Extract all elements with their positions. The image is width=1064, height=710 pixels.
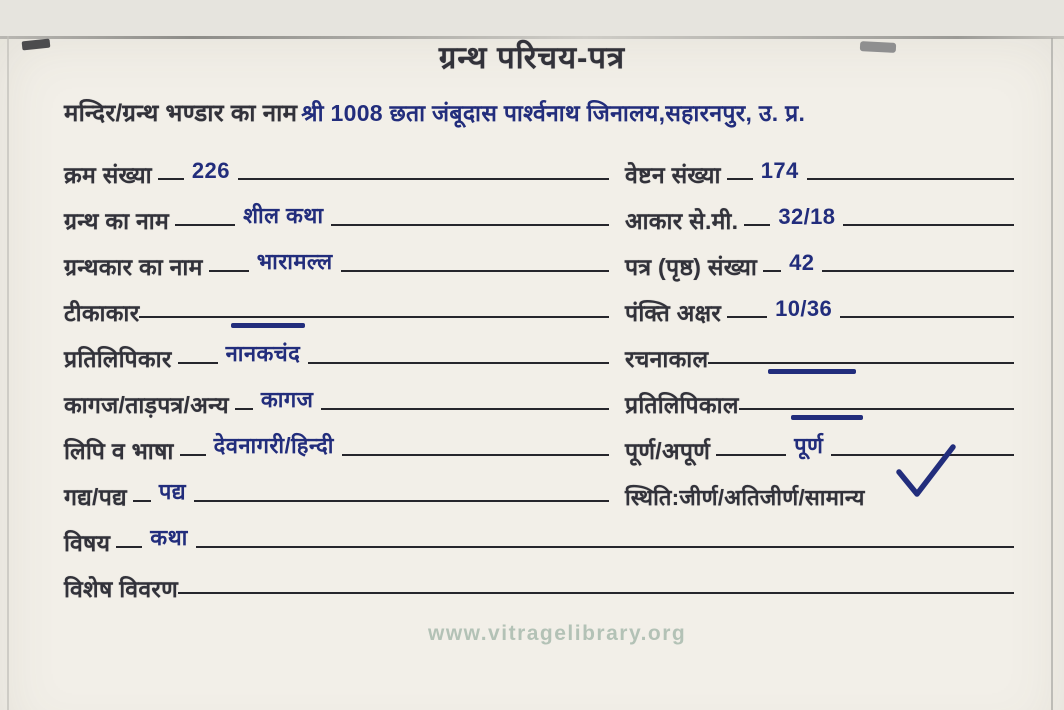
field-label: प्रतिलिपिकाल bbox=[625, 392, 739, 418]
field-row bbox=[64, 514, 1014, 560]
rule-line bbox=[178, 362, 218, 364]
field-label: स्थिति:जीर्ण/अतिजीर्ण/सामान्य bbox=[625, 485, 865, 510]
rule-line bbox=[321, 408, 609, 410]
field-value: कागज bbox=[260, 387, 314, 412]
field-value: श्री 1008 छता जंबूदास पार्श्वनाथ जिनालय,सहारनपुर, उ. प्र. bbox=[301, 100, 806, 126]
field-label: पंक्ति अक्षर bbox=[625, 300, 722, 326]
field-label: ग्रन्थ का नाम bbox=[64, 208, 170, 234]
rule-line bbox=[209, 270, 249, 272]
field-row bbox=[64, 146, 1014, 192]
field-completeness bbox=[625, 422, 1014, 468]
field-value: 42 bbox=[789, 250, 815, 275]
rule-line bbox=[807, 178, 1014, 180]
field-row bbox=[64, 560, 1014, 606]
rule-line bbox=[843, 224, 1014, 226]
watermark-text: www.vitragelibrary.org bbox=[428, 622, 687, 645]
field-label: पूर्ण/अपूर्ण bbox=[625, 438, 711, 464]
field-row bbox=[64, 376, 1014, 422]
field-label: विषय bbox=[64, 530, 111, 556]
field-value: नानकचंद bbox=[225, 341, 301, 366]
rule-line bbox=[763, 270, 781, 272]
field-page-count bbox=[625, 238, 1014, 284]
field-label: वेष्टन संख्या bbox=[625, 162, 721, 188]
rule-line bbox=[744, 224, 770, 226]
field-condition bbox=[625, 468, 1014, 514]
field-row bbox=[64, 238, 1014, 284]
rule-line bbox=[341, 270, 609, 272]
field-label: कागज/ताड़पत्र/अन्य bbox=[64, 392, 229, 418]
rule-line bbox=[331, 224, 609, 226]
field-composition-period bbox=[625, 330, 1014, 376]
field-script-language bbox=[64, 422, 609, 468]
field-value: कथा bbox=[150, 525, 188, 550]
field-label: रचनाकाल bbox=[625, 346, 709, 372]
rule-line bbox=[708, 362, 1014, 364]
fields-grid bbox=[64, 146, 1014, 606]
scan-mark-top-right bbox=[860, 41, 896, 53]
scan-edge-right bbox=[1051, 38, 1053, 710]
rule-line bbox=[116, 546, 142, 548]
rule-line bbox=[180, 454, 206, 456]
field-copy-period bbox=[625, 376, 1014, 422]
field-value: भारामल्ल bbox=[256, 249, 333, 274]
rule-line bbox=[308, 362, 609, 364]
scan-edge-left bbox=[7, 36, 9, 710]
field-veshtan-number bbox=[625, 146, 1014, 192]
field-value: 10/36 bbox=[775, 296, 833, 321]
field-label: लिपि व भाषा bbox=[64, 438, 174, 464]
field-row bbox=[64, 284, 1014, 330]
rule-line bbox=[716, 454, 786, 456]
rule-line bbox=[158, 178, 184, 180]
scan-edge-top bbox=[0, 36, 1064, 39]
field-value: 32/18 bbox=[778, 204, 836, 229]
field-value: पूर्ण bbox=[794, 433, 824, 458]
field-label: गद्य/पद्य bbox=[64, 484, 127, 510]
field-lines-letters bbox=[625, 284, 1014, 330]
field-granth-name bbox=[64, 192, 609, 238]
rule-line bbox=[139, 316, 609, 318]
field-prose-verse bbox=[64, 468, 609, 514]
field-label: प्रतिलिपिकार bbox=[64, 346, 172, 372]
field-label: मन्दिर/ग्रन्थ भण्डार का नाम bbox=[64, 100, 298, 127]
manuscript-catalog-card bbox=[0, 36, 1064, 710]
field-commentator bbox=[64, 284, 609, 330]
field-author-name bbox=[64, 238, 609, 284]
field-value: पद्य bbox=[158, 479, 187, 504]
field-value: 226 bbox=[191, 158, 230, 183]
field-value: 174 bbox=[760, 158, 799, 183]
field-label: विशेष विवरण bbox=[64, 576, 179, 602]
field-serial-number bbox=[64, 146, 609, 192]
field-label: पत्र (पृष्ठ) संख्या bbox=[625, 254, 758, 280]
rule-line bbox=[727, 316, 767, 318]
field-row bbox=[64, 422, 1014, 468]
rule-line bbox=[739, 408, 1014, 410]
field-label: आकार से.मी. bbox=[625, 208, 739, 234]
rule-line bbox=[342, 454, 609, 456]
field-label: टीकाकार bbox=[64, 300, 140, 326]
blank-value-dash bbox=[791, 415, 863, 420]
field-value: देवनागरी/हिन्दी bbox=[213, 433, 334, 458]
rule-line bbox=[235, 408, 253, 410]
rule-line bbox=[133, 500, 151, 502]
rule-line bbox=[727, 178, 753, 180]
field-row bbox=[64, 468, 1014, 514]
page-title: ग्रन्थ परिचय-पत्र bbox=[438, 40, 626, 75]
field-row bbox=[64, 330, 1014, 376]
field-subject bbox=[64, 514, 1014, 560]
rule-line bbox=[175, 224, 235, 226]
rule-line bbox=[822, 270, 1014, 272]
field-material bbox=[64, 376, 609, 422]
rule-line bbox=[840, 316, 1014, 318]
rule-line bbox=[178, 592, 1014, 594]
field-value: शील कथा bbox=[243, 203, 324, 228]
field-scribe bbox=[64, 330, 609, 376]
field-label: क्रम संख्या bbox=[64, 162, 152, 188]
rule-line bbox=[831, 454, 1014, 456]
blank-value-dash bbox=[768, 369, 856, 374]
field-row bbox=[64, 192, 1014, 238]
blank-value-dash bbox=[231, 323, 305, 328]
rule-line bbox=[238, 178, 609, 180]
field-size-cm bbox=[625, 192, 1014, 238]
rule-line bbox=[196, 546, 1014, 548]
field-special-details bbox=[64, 560, 1014, 606]
field-bhandar-name bbox=[64, 96, 1024, 136]
rule-line bbox=[194, 500, 609, 502]
field-label: ग्रन्थकार का नाम bbox=[64, 254, 203, 280]
